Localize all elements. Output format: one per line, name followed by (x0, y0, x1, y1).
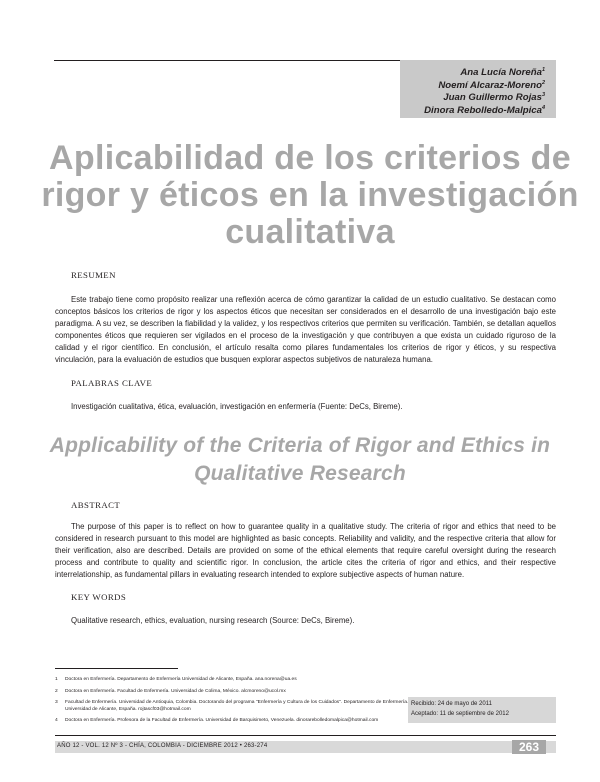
article-title-english: Applicability of the Criteria of Rigor and Ethics in Qualitative Research (49, 434, 551, 485)
footer-rule (55, 735, 556, 736)
received-date: Recibido: 24 de mayo de 2011 (411, 701, 492, 707)
footnote-1: 1 Doctora en Enfermería. Departamento de Enfermería Universidad de Alicante, España. ana.norena@ua.es (55, 677, 297, 682)
author-4: Dinora Rebolledo-Malpica$^4$ (424, 104, 545, 116)
key-words-text: Qualitative research, ethics, evaluation, nursing research (Source: DeCs, Bireme). (71, 616, 355, 625)
resumen-text: Este trabajo tiene como propósito realizar una reflexión acerca de cómo garantizar la calidad de un estudio cualitativo. Se destacan como conceptos básicos los criterios de rigor y los aspectos éticos que necesitan ser considerados en el desarrollo de una investigación bajo este paradigma. A su vez, se describen la fiabilidad y la validez, y los respectivos criterios que permiten su verificación. También, se detallan aquellos componentes éticos que requieren ser vigilados en el proceso de la investigación y que contribuyen a que exista un cuidado riguroso de la calidad y el rigor científico. En conclusión, el artículo resalta como pilares fundamentales los criterios de rigor y éticos, y su respectiva vinculación, para la evaluación de estudios que busquen explorar aspectos subjetivos de naturaleza humana. (55, 295, 556, 365)
abstract-heading: ABSTRACT (71, 500, 121, 510)
footnote-3: 3 Facultad de Enfermería. Universidad de Antioquia, Colombia. Doctorando del programa "Enfermería y Cultura de los Cuidados". Departamento de Enfermería. Universidad de Alicante, España. rojtascf03@hotmail.com (55, 700, 409, 712)
received-dates (408, 697, 556, 723)
footnote-rule (55, 668, 178, 669)
palabras-clave-heading: PALABRAS CLAVE (71, 378, 153, 388)
article-title-spanish: Aplicabilidad de los criterios de rigor y éticos en la investigación cualitativa (41, 139, 579, 251)
footnote-4: 4 Doctora en Enfermería. Profesora de la Facultad de Enfermería. Universidad de Barquisimeto, Venezuela. dinorarebolledomalpica@hotmail.com (55, 718, 379, 723)
key-words-heading: KEY WORDS (71, 592, 127, 602)
author-list (424, 67, 545, 117)
resumen-heading: RESUMEN (71, 270, 116, 280)
abstract-text: The purpose of this paper is to reflect on how to guarantee quality in a qualitative study. The criteria of rigor and ethics that need to be considered in research pursuant to this model are highlighted as basic concepts. Reliability and validity, and the respective criteria that allow for their verification, also are described. Details are provided on some of the ethical elements that require careful oversight during the research process and contribute to quality and scientific rigor. In conclusion, the article cites the criteria of rigor and ethics, and their respective interrelationship, as fundamental pillars in evaluating research intended to explore subjective aspects of human nature. (55, 522, 556, 580)
accepted-date: Aceptado: 11 de septiembre de 2012 (411, 710, 509, 717)
journal-citation: AÑO 12 - VOL. 12 Nº 3 - CHÍA, COLOMBIA - DICIEMBRE 2012 • 263-274 (57, 743, 268, 749)
header-rule (54, 60, 400, 61)
palabras-clave-text: Investigación cualitativa, ética, evaluación, investigación en enfermería (Fuente: DeCs, Bireme). (71, 402, 403, 411)
author-3: Juan Guillermo Rojas$^3$ (443, 92, 545, 104)
author-2: Noemí Alcaraz-Moreno$^2$ (438, 79, 545, 91)
page-number: 263 (512, 740, 546, 754)
author-1: Ana Lucía Noreña$^1$ (460, 66, 545, 78)
footnote-2: 2 Doctora en Enfermería. Facultad de Enfermería. Universidad de Colima, México. alcmoreno@ucol.mx (55, 689, 286, 694)
